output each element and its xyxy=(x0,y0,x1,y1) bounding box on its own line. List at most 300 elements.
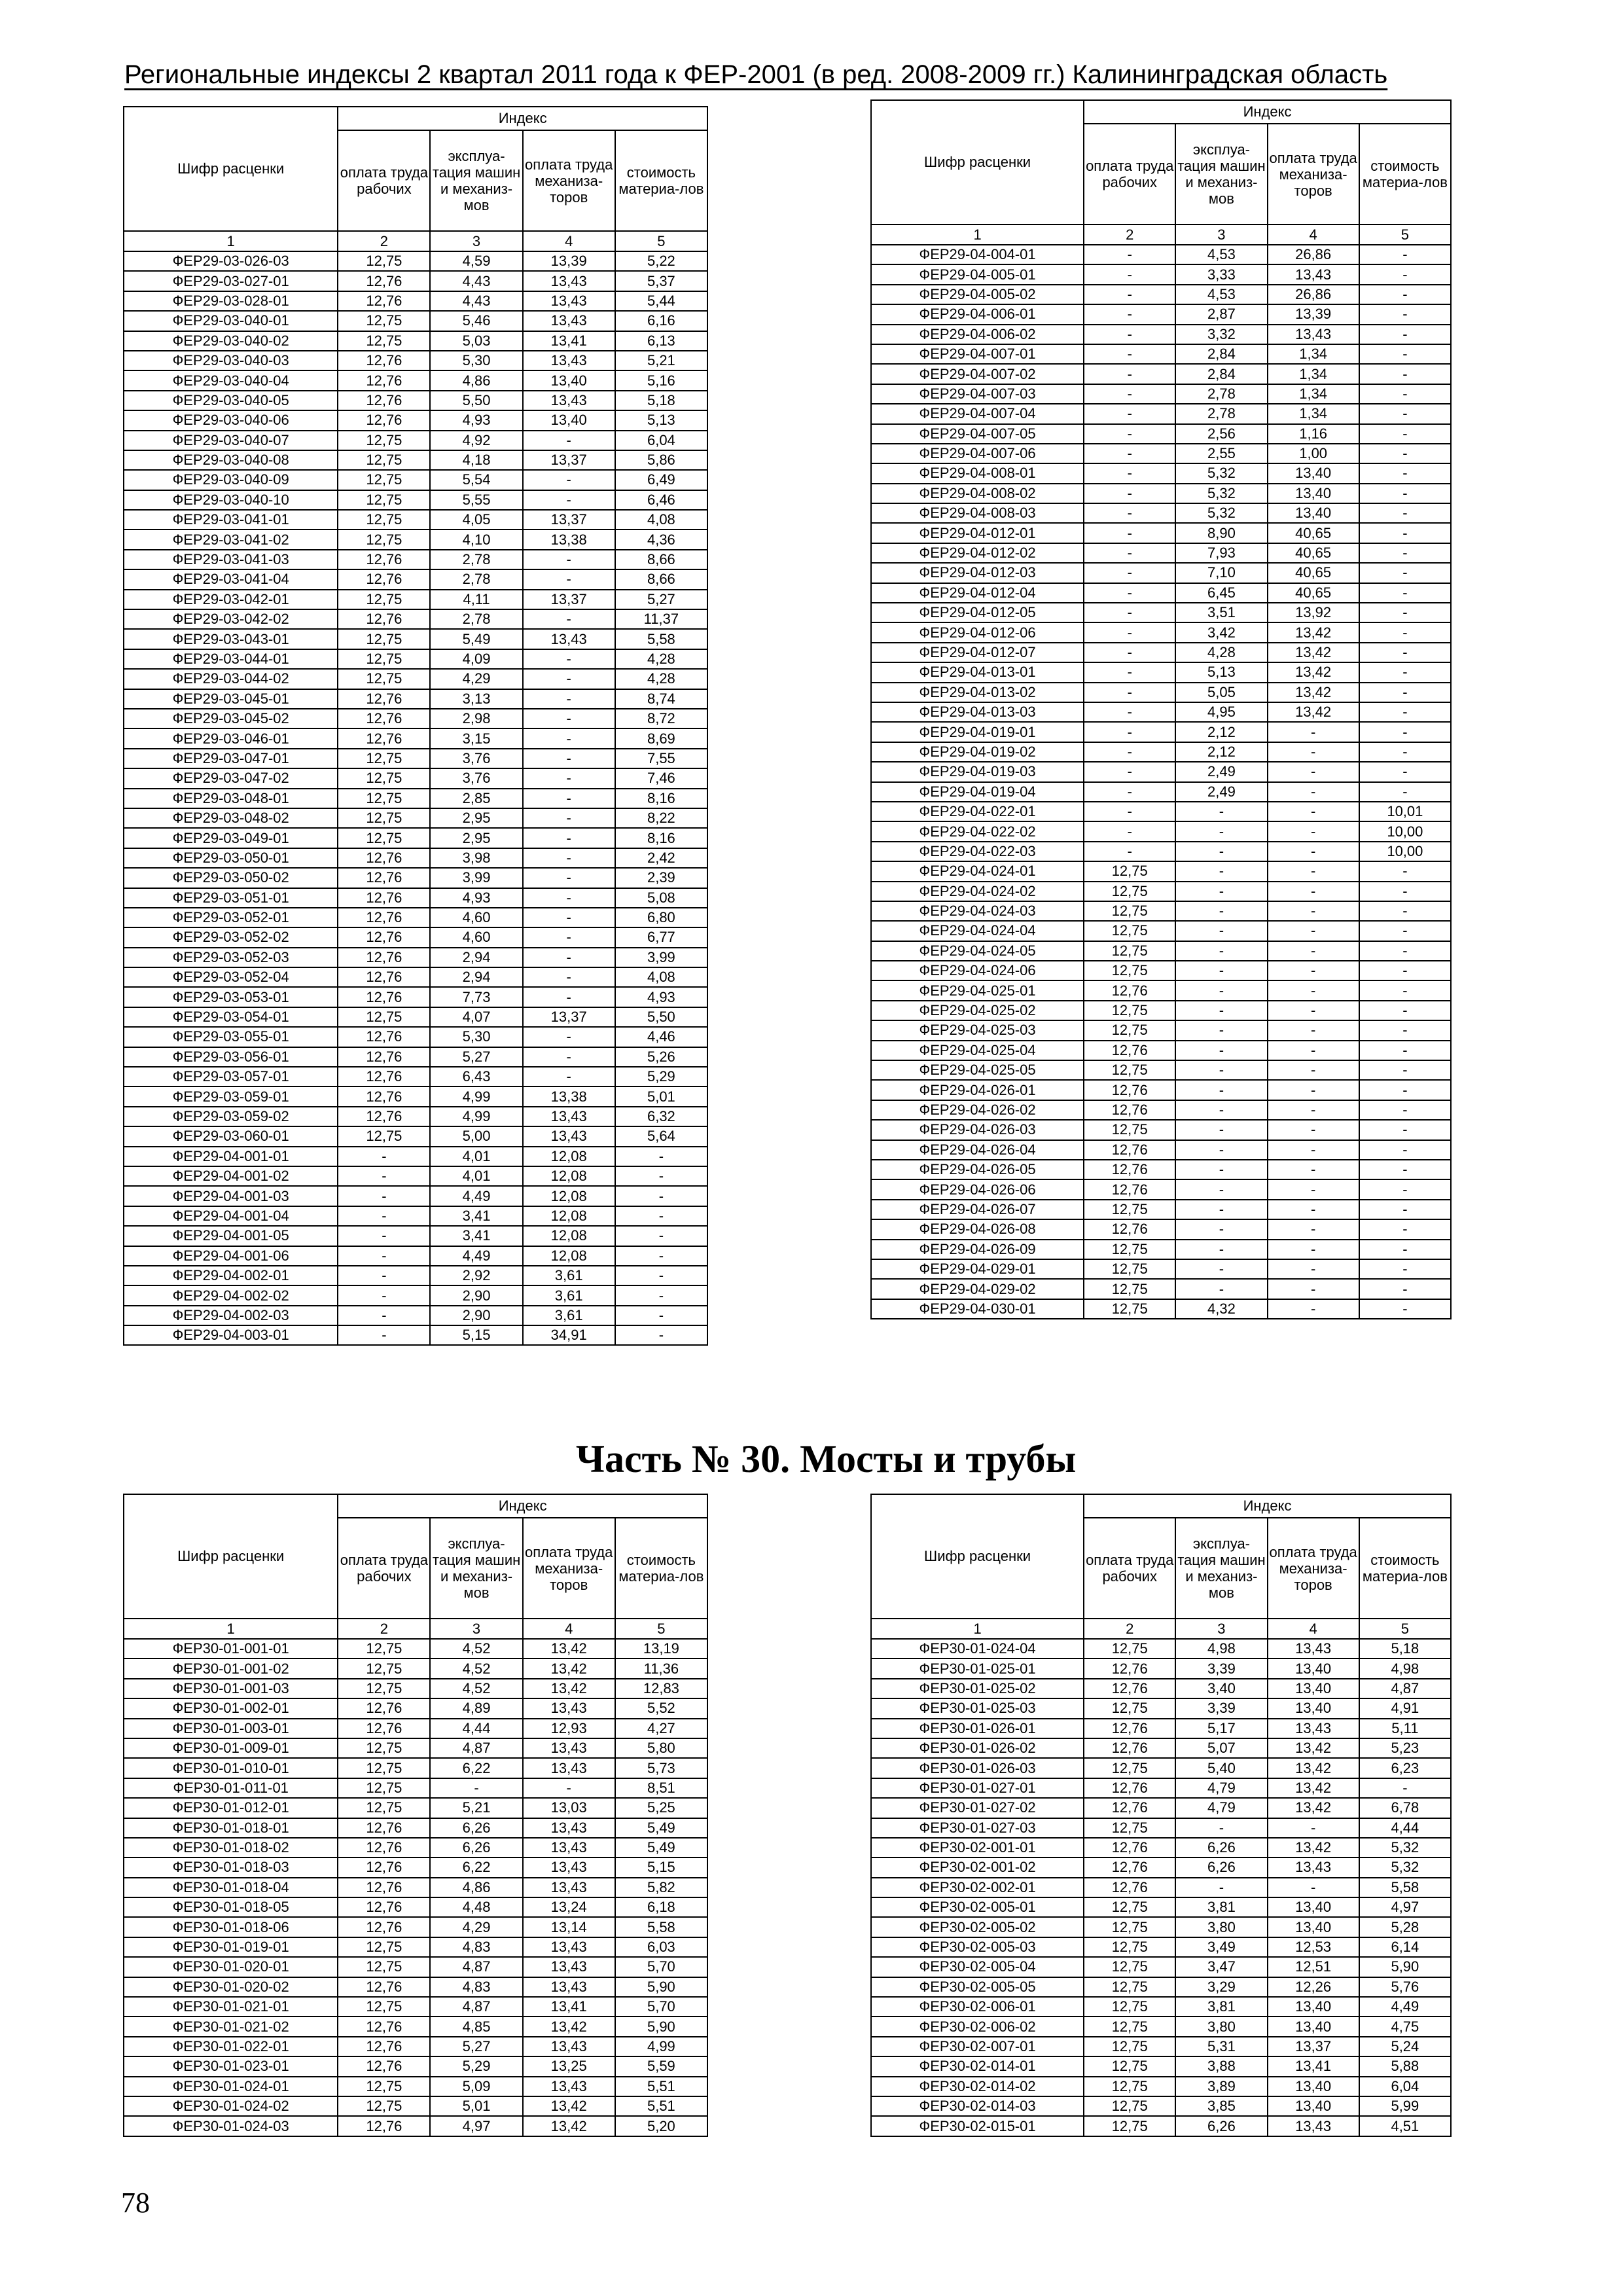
index-value-cell: 5,05 xyxy=(1175,683,1267,702)
index-value-cell: 13,41 xyxy=(523,1997,615,2017)
index-value-cell: 12,75 xyxy=(338,1126,430,1146)
index-value-cell: - xyxy=(1359,980,1451,1000)
index-value-cell: - xyxy=(1084,463,1175,483)
table-row xyxy=(871,662,1451,682)
index-value-cell: 13,42 xyxy=(523,1679,615,1698)
index-value-cell: - xyxy=(1359,245,1451,264)
index-value-cell: - xyxy=(523,828,615,848)
index-value-cell: 12,75 xyxy=(1084,1997,1175,2017)
rate-code-cell: ФЕР29-03-040-04 xyxy=(124,370,338,390)
table-row xyxy=(871,1279,1451,1299)
index-value-cell: 12,75 xyxy=(338,629,430,649)
table-row xyxy=(124,2056,707,2076)
index-value-cell: 1,34 xyxy=(1268,384,1359,404)
rate-code-cell: ФЕР29-04-024-01 xyxy=(871,861,1084,881)
index-value-cell: 4,83 xyxy=(430,1977,522,1997)
index-value-cell: 12,75 xyxy=(1084,961,1175,980)
index-value-cell: - xyxy=(1359,304,1451,324)
index-value-cell: 13,43 xyxy=(523,1977,615,1997)
index-value-cell: - xyxy=(1268,882,1359,901)
index-value-cell: 12,76 xyxy=(338,550,430,569)
index-value-cell: 4,52 xyxy=(430,1639,522,1659)
rate-code-cell: ФЕР29-03-057-01 xyxy=(124,1067,338,1086)
part-title: Часть № 30. Мосты и трубы xyxy=(576,1437,1077,1480)
index-value-cell: - xyxy=(1084,702,1175,722)
rate-code-cell: ФЕР29-04-007-05 xyxy=(871,424,1084,444)
index-value-cell: 12,08 xyxy=(523,1147,615,1166)
index-value-cell: - xyxy=(1359,882,1451,901)
header-machines: эксплуа-тация машин и механиз-мов xyxy=(430,1518,522,1619)
table-row xyxy=(871,702,1451,722)
index-value-cell: 2,49 xyxy=(1175,762,1267,781)
index-value-cell: 4,53 xyxy=(1175,245,1267,264)
index-value-cell: 5,70 xyxy=(615,1957,707,1977)
rate-code-cell: ФЕР29-04-001-05 xyxy=(124,1226,338,1246)
index-value-cell: 4,99 xyxy=(430,1086,522,1106)
index-value-cell: - xyxy=(1084,384,1175,404)
index-value-cell: - xyxy=(1359,1200,1451,1219)
index-value-cell: 2,90 xyxy=(430,1285,522,1305)
index-value-cell: 12,76 xyxy=(1084,1219,1175,1239)
rate-code-cell: ФЕР29-03-045-01 xyxy=(124,689,338,709)
index-value-cell: 10,00 xyxy=(1359,842,1451,861)
index-value-cell: - xyxy=(1175,821,1267,841)
index-value-cell: - xyxy=(1268,980,1359,1000)
rate-code-cell: ФЕР29-03-041-01 xyxy=(124,510,338,529)
table-row xyxy=(124,709,707,728)
index-value-cell: - xyxy=(1359,264,1451,284)
index-value-cell: 8,16 xyxy=(615,828,707,848)
index-value-cell: 6,18 xyxy=(615,1897,707,1917)
page-number: 78 xyxy=(121,2187,150,2219)
index-value-cell: 12,75 xyxy=(1084,1937,1175,1957)
header-num: 4 xyxy=(1268,224,1359,245)
index-value-cell: - xyxy=(523,431,615,450)
index-value-cell: 12,08 xyxy=(523,1166,615,1186)
rate-code-cell: ФЕР30-01-018-01 xyxy=(124,1818,338,1838)
index-value-cell: - xyxy=(1359,662,1451,682)
table-row xyxy=(871,325,1451,344)
index-value-cell: 13,37 xyxy=(523,1007,615,1027)
index-value-cell: - xyxy=(1084,821,1175,841)
table-row xyxy=(124,1878,707,1897)
rate-code-cell: ФЕР29-04-002-03 xyxy=(124,1306,338,1325)
rate-code-cell: ФЕР29-04-006-01 xyxy=(871,304,1084,324)
index-value-cell: 12,76 xyxy=(338,1027,430,1047)
index-value-cell: 13,40 xyxy=(523,410,615,430)
rate-code-cell: ФЕР29-03-060-01 xyxy=(124,1126,338,1146)
index-value-cell: - xyxy=(1175,1120,1267,1139)
table-row xyxy=(871,1818,1451,1838)
header-num: 3 xyxy=(1175,224,1267,245)
index-value-cell: 12,75 xyxy=(1084,1957,1175,1977)
index-value-cell: 5,27 xyxy=(430,1047,522,1067)
index-value-cell: 13,43 xyxy=(1268,1857,1359,1877)
header-operators: оплата труда механиза-торов xyxy=(1268,1518,1359,1619)
index-value-cell: - xyxy=(1084,444,1175,463)
index-value-cell: 5,64 xyxy=(615,1126,707,1146)
index-value-cell: 4,86 xyxy=(430,370,522,390)
rate-code-cell: ФЕР29-04-030-01 xyxy=(871,1299,1084,1319)
index-value-cell: 4,98 xyxy=(1175,1639,1267,1659)
index-value-cell: 12,76 xyxy=(1084,1738,1175,1758)
index-value-cell: - xyxy=(615,1306,707,1325)
index-value-cell: 12,75 xyxy=(1084,1897,1175,1917)
index-value-cell: 13,42 xyxy=(523,1639,615,1659)
index-value-cell: 3,39 xyxy=(1175,1659,1267,1678)
rate-code-cell: ФЕР30-01-001-02 xyxy=(124,1659,338,1678)
header-code: Шифр расценки xyxy=(871,100,1084,224)
table-row xyxy=(124,749,707,768)
index-value-cell: - xyxy=(1175,921,1267,941)
rate-code-cell: ФЕР29-04-001-06 xyxy=(124,1246,338,1266)
table-row xyxy=(871,463,1451,483)
index-value-cell: - xyxy=(523,490,615,510)
index-value-cell: 11,36 xyxy=(615,1659,707,1678)
table-body xyxy=(124,1639,707,2136)
index-value-cell: 3,41 xyxy=(430,1226,522,1246)
table-row xyxy=(871,384,1451,404)
index-value-cell: 6,77 xyxy=(615,927,707,947)
index-value-cell: 5,27 xyxy=(430,2037,522,2056)
index-value-cell: - xyxy=(523,768,615,788)
table-row xyxy=(871,1778,1451,1798)
table-row xyxy=(124,1285,707,1305)
index-value-cell: 12,75 xyxy=(1084,882,1175,901)
table-row xyxy=(871,523,1451,543)
index-value-cell: 5,90 xyxy=(1359,1957,1451,1977)
table-row xyxy=(124,908,707,927)
index-value-cell: - xyxy=(1175,961,1267,980)
header-num: 3 xyxy=(430,1619,522,1639)
index-value-cell: 4,93 xyxy=(430,410,522,430)
index-value-cell: 5,58 xyxy=(615,629,707,649)
index-value-cell: 4,99 xyxy=(615,2037,707,2056)
rate-code-cell: ФЕР29-03-027-01 xyxy=(124,271,338,291)
rate-code-cell: ФЕР29-04-013-03 xyxy=(871,702,1084,722)
index-value-cell: - xyxy=(1084,742,1175,762)
index-value-cell: - xyxy=(1359,424,1451,444)
index-value-cell: 4,05 xyxy=(430,510,522,529)
table-row xyxy=(124,768,707,788)
rate-code-cell: ФЕР30-02-005-04 xyxy=(871,1957,1084,1977)
header-labor: оплата труда рабочих xyxy=(338,1518,430,1619)
index-value-cell: 5,18 xyxy=(615,391,707,410)
index-value-cell: - xyxy=(1359,941,1451,961)
table-row xyxy=(871,1838,1451,1857)
index-value-cell: - xyxy=(1359,364,1451,384)
rate-code-cell: ФЕР29-04-029-02 xyxy=(871,1279,1084,1299)
index-value-cell: 12,75 xyxy=(1084,1020,1175,1040)
index-value-cell: 12,76 xyxy=(338,1878,430,1897)
header-operators: оплата труда механиза-торов xyxy=(1268,124,1359,224)
index-value-cell: 13,43 xyxy=(523,629,615,649)
index-value-cell: - xyxy=(1359,683,1451,702)
index-value-cell: 4,87 xyxy=(1359,1679,1451,1698)
rate-code-cell: ФЕР29-04-026-04 xyxy=(871,1140,1084,1160)
index-value-cell: 8,69 xyxy=(615,728,707,748)
index-value-cell: 12,76 xyxy=(338,351,430,370)
index-value-cell: 12,76 xyxy=(338,987,430,1007)
rate-code-cell: ФЕР30-01-024-02 xyxy=(124,2096,338,2116)
rate-code-cell: ФЕР30-02-005-03 xyxy=(871,1937,1084,1957)
index-value-cell: - xyxy=(1268,1100,1359,1120)
index-value-cell: 13,40 xyxy=(1268,1917,1359,1937)
index-value-cell: 13,42 xyxy=(1268,1798,1359,1818)
index-value-cell: 6,26 xyxy=(1175,2116,1267,2136)
header-labor: оплата труда рабочих xyxy=(1084,1518,1175,1619)
index-value-cell: - xyxy=(1359,325,1451,344)
index-value-cell: 5,03 xyxy=(430,331,522,351)
index-value-cell: 12,75 xyxy=(338,529,430,549)
index-value-cell: 3,51 xyxy=(1175,603,1267,622)
index-value-cell: 13,40 xyxy=(1268,2017,1359,2036)
index-value-cell: 6,26 xyxy=(430,1838,522,1857)
header-index: Индекс xyxy=(338,107,707,130)
index-value-cell: 4,44 xyxy=(430,1719,522,1738)
table-row xyxy=(124,2116,707,2136)
index-value-cell: - xyxy=(1359,503,1451,523)
index-value-cell: 13,42 xyxy=(523,1659,615,1678)
index-value-cell: - xyxy=(338,1285,430,1305)
index-value-cell: 5,32 xyxy=(1175,503,1267,523)
table-row xyxy=(124,1047,707,1067)
table-row xyxy=(124,808,707,828)
index-value-cell: 12,75 xyxy=(338,431,430,450)
index-value-cell: - xyxy=(1359,523,1451,543)
index-value-cell: 12,76 xyxy=(338,2037,430,2056)
index-value-cell: 4,60 xyxy=(430,908,522,927)
index-value-cell: 12,75 xyxy=(1084,941,1175,961)
rate-code-cell: ФЕР29-04-012-07 xyxy=(871,643,1084,662)
rate-code-cell: ФЕР30-01-027-03 xyxy=(871,1818,1084,1838)
rate-code-cell: ФЕР30-02-001-02 xyxy=(871,1857,1084,1877)
index-value-cell: 5,86 xyxy=(615,450,707,470)
rate-code-cell: ФЕР29-03-045-02 xyxy=(124,709,338,728)
table-row xyxy=(871,1020,1451,1040)
rate-code-cell: ФЕР30-02-015-01 xyxy=(871,2116,1084,2136)
rate-code-cell: ФЕР30-01-020-02 xyxy=(124,1977,338,1997)
index-value-cell: - xyxy=(1175,882,1267,901)
index-value-cell: - xyxy=(338,1306,430,1325)
index-table-part30-left xyxy=(123,1494,708,2137)
rate-code-cell: ФЕР29-04-013-01 xyxy=(871,662,1084,682)
rate-code-cell: ФЕР29-03-047-02 xyxy=(124,768,338,788)
index-value-cell: 2,92 xyxy=(430,1266,522,1285)
index-value-cell: 3,41 xyxy=(430,1206,522,1226)
index-value-cell: 5,22 xyxy=(615,251,707,271)
index-value-cell: 12,76 xyxy=(1084,1778,1175,1798)
table-row xyxy=(871,643,1451,662)
index-value-cell: - xyxy=(1268,742,1359,762)
index-value-cell: 5,30 xyxy=(430,1027,522,1047)
index-value-cell: 3,47 xyxy=(1175,1957,1267,1977)
index-value-cell: 2,84 xyxy=(1175,364,1267,384)
header-num: 5 xyxy=(615,1619,707,1639)
rate-code-cell: ФЕР29-03-046-01 xyxy=(124,728,338,748)
index-value-cell: 13,19 xyxy=(615,1639,707,1659)
index-value-cell: 13,40 xyxy=(1268,2096,1359,2116)
header-code: Шифр расценки xyxy=(124,107,338,231)
rate-code-cell: ФЕР29-03-040-03 xyxy=(124,351,338,370)
header-num: 2 xyxy=(1084,1619,1175,1639)
rate-code-cell: ФЕР30-01-018-02 xyxy=(124,1838,338,1857)
rate-code-cell: ФЕР29-04-012-03 xyxy=(871,563,1084,583)
index-value-cell: - xyxy=(1359,1020,1451,1040)
table-row xyxy=(124,1067,707,1086)
rate-code-cell: ФЕР29-03-041-03 xyxy=(124,550,338,569)
index-value-cell: - xyxy=(1268,1179,1359,1199)
index-value-cell: 12,75 xyxy=(338,649,430,669)
header-num: 4 xyxy=(523,1619,615,1639)
index-value-cell: 3,76 xyxy=(430,768,522,788)
index-value-cell: 5,13 xyxy=(615,410,707,430)
index-value-cell: 12,76 xyxy=(338,709,430,728)
index-value-cell: 5,28 xyxy=(1359,1917,1451,1937)
index-value-cell: 4,52 xyxy=(430,1659,522,1678)
index-value-cell: 13,42 xyxy=(523,2017,615,2036)
table-row xyxy=(871,1937,1451,1957)
index-value-cell: 4,60 xyxy=(430,927,522,947)
index-value-cell: 6,04 xyxy=(1359,2077,1451,2096)
index-value-cell: - xyxy=(1175,802,1267,821)
index-value-cell: 6,13 xyxy=(615,331,707,351)
table-row xyxy=(871,1897,1451,1917)
header-num: 5 xyxy=(615,231,707,251)
rate-code-cell: ФЕР30-01-018-06 xyxy=(124,1917,338,1937)
index-value-cell: - xyxy=(1359,1100,1451,1120)
table-row xyxy=(871,484,1451,503)
index-value-cell: - xyxy=(1175,1060,1267,1080)
rate-code-cell: ФЕР29-04-026-07 xyxy=(871,1200,1084,1219)
index-value-cell: 4,97 xyxy=(1359,1897,1451,1917)
rate-code-cell: ФЕР30-01-012-01 xyxy=(124,1798,338,1818)
table-row xyxy=(871,1878,1451,1897)
rate-code-cell: ФЕР30-01-024-04 xyxy=(871,1639,1084,1659)
index-value-cell: 5,32 xyxy=(1359,1857,1451,1877)
index-value-cell: 1,34 xyxy=(1268,364,1359,384)
index-value-cell: 6,46 xyxy=(615,490,707,510)
rate-code-cell: ФЕР30-01-025-02 xyxy=(871,1679,1084,1698)
index-value-cell: 6,26 xyxy=(430,1818,522,1838)
table-row xyxy=(124,1147,707,1166)
index-value-cell: - xyxy=(1268,1259,1359,1279)
index-value-cell: 12,76 xyxy=(338,291,430,311)
table-row xyxy=(124,828,707,848)
index-value-cell: 2,12 xyxy=(1175,722,1267,742)
index-value-cell: 12,75 xyxy=(1084,861,1175,881)
header-num: 4 xyxy=(523,231,615,251)
rate-code-cell: ФЕР29-04-019-03 xyxy=(871,762,1084,781)
index-value-cell: 12,76 xyxy=(338,1086,430,1106)
index-value-cell: 12,76 xyxy=(1084,1160,1175,1179)
index-value-cell: 8,22 xyxy=(615,808,707,828)
index-value-cell: 2,12 xyxy=(1175,742,1267,762)
index-value-cell: 5,76 xyxy=(1359,1977,1451,1997)
index-value-cell: - xyxy=(1175,1020,1267,1040)
index-value-cell: 13,42 xyxy=(1268,643,1359,662)
rate-code-cell: ФЕР29-04-005-02 xyxy=(871,285,1084,304)
index-value-cell: 13,42 xyxy=(1268,622,1359,642)
index-value-cell: 13,41 xyxy=(523,331,615,351)
index-value-cell: - xyxy=(1359,921,1451,941)
rate-code-cell: ФЕР30-01-009-01 xyxy=(124,1738,338,1758)
page-title: Региональные индексы 2 квартал 2011 года к ФЕР-2001 (в ред. 2008-2009 гг.) Калининградская область xyxy=(124,60,1388,89)
index-value-cell: 2,55 xyxy=(1175,444,1267,463)
table-row xyxy=(871,742,1451,762)
index-value-cell: 5,44 xyxy=(615,291,707,311)
index-value-cell: - xyxy=(1268,861,1359,881)
index-value-cell: 12,76 xyxy=(1084,980,1175,1000)
index-value-cell: - xyxy=(1084,722,1175,742)
table-row xyxy=(124,1957,707,1977)
index-value-cell: - xyxy=(1175,1279,1267,1299)
rate-code-cell: ФЕР30-01-026-02 xyxy=(871,1738,1084,1758)
index-value-cell: - xyxy=(523,888,615,908)
index-value-cell: 12,75 xyxy=(1084,2116,1175,2136)
index-value-cell: - xyxy=(1084,662,1175,682)
rate-code-cell: ФЕР30-01-025-01 xyxy=(871,1659,1084,1678)
index-value-cell: 2,98 xyxy=(430,709,522,728)
index-value-cell: - xyxy=(1084,424,1175,444)
table-row xyxy=(871,921,1451,941)
table-row xyxy=(871,1917,1451,1937)
index-value-cell: 6,04 xyxy=(615,431,707,450)
index-value-cell: 11,37 xyxy=(615,609,707,629)
table-row xyxy=(871,782,1451,802)
index-value-cell: 3,80 xyxy=(1175,2017,1267,2036)
header-index: Индекс xyxy=(338,1494,707,1518)
index-value-cell: - xyxy=(1268,1001,1359,1020)
index-value-cell: 4,51 xyxy=(1359,2116,1451,2136)
index-value-cell: 4,48 xyxy=(430,1897,522,1917)
index-value-cell: 13,43 xyxy=(523,1738,615,1758)
index-value-cell: - xyxy=(523,908,615,927)
index-value-cell: 12,75 xyxy=(338,470,430,490)
index-table-part29-right xyxy=(870,99,1452,1319)
index-value-cell: 12,75 xyxy=(1084,1060,1175,1080)
rate-code-cell: ФЕР29-04-001-03 xyxy=(124,1186,338,1206)
table-body xyxy=(871,245,1451,1319)
index-value-cell: 12,75 xyxy=(338,1758,430,1778)
index-value-cell: 12,75 xyxy=(1084,1120,1175,1139)
table-row xyxy=(871,2096,1451,2116)
rate-code-cell: ФЕР29-03-040-07 xyxy=(124,431,338,450)
rate-code-cell: ФЕР29-03-054-01 xyxy=(124,1007,338,1027)
index-value-cell: 12,75 xyxy=(1084,2096,1175,2116)
rate-code-cell: ФЕР29-03-059-01 xyxy=(124,1086,338,1106)
index-value-cell: - xyxy=(338,1166,430,1186)
rate-code-cell: ФЕР29-04-001-04 xyxy=(124,1206,338,1226)
table-row xyxy=(124,609,707,629)
table-row xyxy=(871,1140,1451,1160)
index-value-cell: 5,99 xyxy=(1359,2096,1451,2116)
table-row xyxy=(124,669,707,689)
index-value-cell: - xyxy=(1359,1299,1451,1319)
rate-code-cell: ФЕР30-01-002-01 xyxy=(124,1698,338,1718)
index-value-cell: 5,49 xyxy=(615,1818,707,1838)
index-value-cell: 3,88 xyxy=(1175,2056,1267,2076)
table-row xyxy=(124,1166,707,1186)
rate-code-cell: ФЕР30-01-003-01 xyxy=(124,1719,338,1738)
index-value-cell: - xyxy=(523,948,615,967)
index-value-cell: 4,49 xyxy=(430,1246,522,1266)
header-labor: оплата труда рабочих xyxy=(338,130,430,231)
table-row xyxy=(871,543,1451,563)
header-num: 2 xyxy=(1084,224,1175,245)
index-value-cell: - xyxy=(523,649,615,669)
table-row xyxy=(871,583,1451,603)
